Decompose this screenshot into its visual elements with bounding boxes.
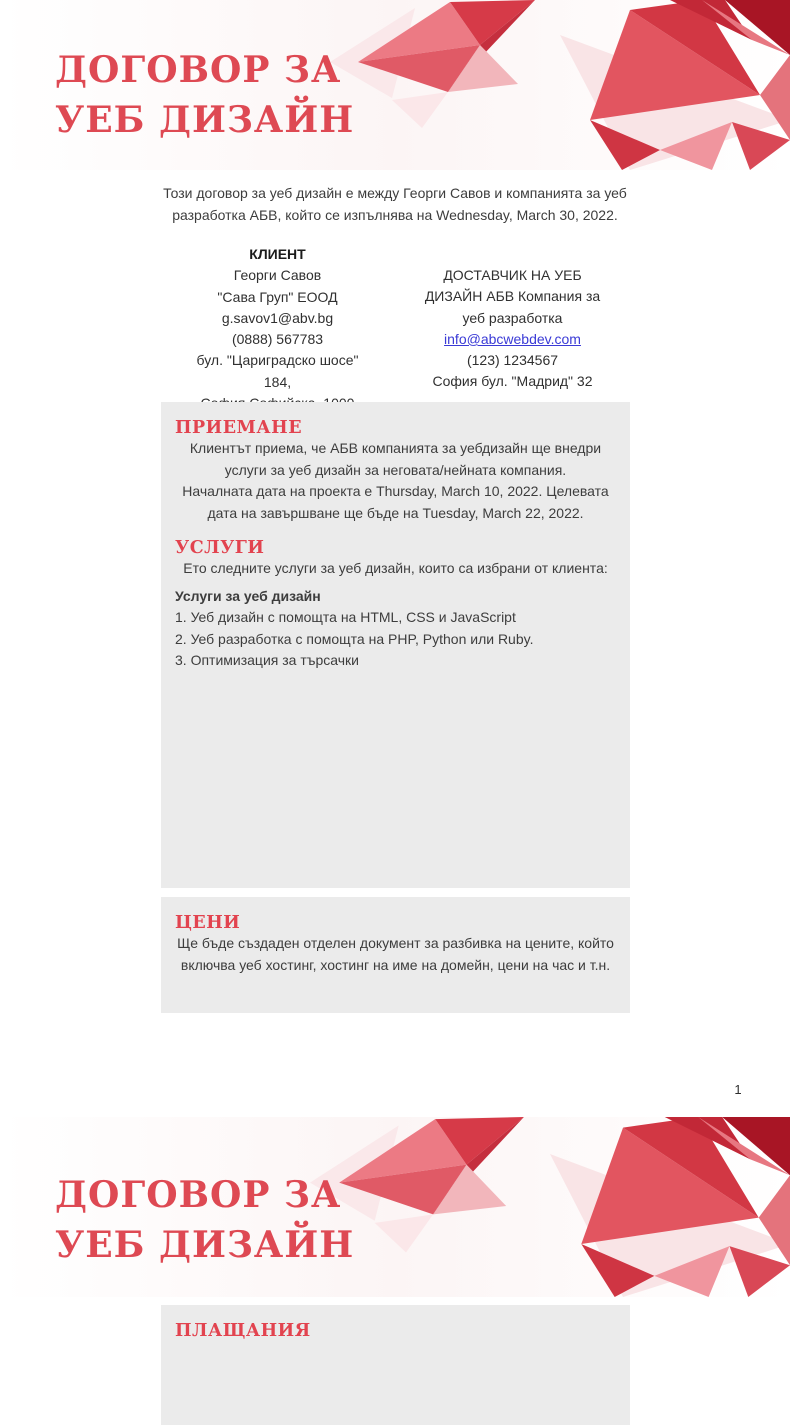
provider-spacer xyxy=(395,244,630,265)
page2-document-title xyxy=(55,1170,354,1270)
prices-heading: ЦЕНИ xyxy=(175,913,241,933)
title-line2: УЕБ ДИЗАЙН xyxy=(55,99,355,141)
provider-email-link[interactable]: info@abcwebdev.com xyxy=(444,330,581,347)
red-polygon-art xyxy=(310,1117,790,1297)
provider-name-line2: ДИЗАЙН АБВ Компания за xyxy=(424,288,601,305)
service-item-3: 3. Оптимизация за търсачки xyxy=(175,652,359,668)
prices-paragraph: Ще бъде създаден отделен документ за разбивка на цените, който включва уеб хостинг, хостинг на име на домейн, цени на час и т.н. xyxy=(177,935,614,973)
services-intro: Ето следните услуги за уеб дизайн, които са избрани от клиента: xyxy=(183,560,608,576)
services-list-title: Услуги за уеб дизайн xyxy=(175,587,321,604)
page1-document-title xyxy=(55,45,354,145)
client-address-line2: 184, xyxy=(263,373,292,390)
services-heading: УСЛУГИ xyxy=(175,538,265,558)
client-heading: КЛИЕНТ xyxy=(249,246,306,262)
provider-name-line1: ДОСТАВЧИК НА УЕБ xyxy=(443,267,582,283)
service-item-1: 1. Уеб дизайн с помощта на HTML, CSS и JavaScript xyxy=(175,609,516,625)
parties-columns xyxy=(160,244,630,395)
contract-intro-paragraph: Този договор за уеб дизайн е между Георги Савов и компанията за уеб разработка АБВ, който се изпълнява на Wednesday, March 30, 2022. xyxy=(163,185,627,223)
client-email: g.savov1@abv.bg xyxy=(221,309,334,326)
title-line1: ДОГОВОР ЗА xyxy=(55,49,342,91)
acceptance-paragraph-1: Клиентът приема, че АБВ компанията за уебдизайн ще внедри услуги за уеб дизайн за неговата/нейната компания. xyxy=(189,440,602,478)
provider-address: София бул. "Мадрид" 32 xyxy=(432,373,593,390)
payments-heading: ПЛАЩАНИЯ xyxy=(175,1321,311,1341)
provider-column xyxy=(395,244,630,395)
title-line1: ДОГОВОР ЗА xyxy=(55,1174,342,1216)
title-line2: УЕБ ДИЗАЙН xyxy=(55,1224,355,1266)
acceptance-paragraph-2: Началната дата на проекта е Thursday, March 10, 2022. Целевата дата на завършване ще бъде на Tuesday, March 22, 2022. xyxy=(182,483,609,521)
client-column xyxy=(160,244,395,395)
red-polygon-art xyxy=(330,0,790,170)
client-name: Георги Савов xyxy=(233,267,322,284)
acceptance-services-section xyxy=(161,402,630,888)
page-number: 1 xyxy=(734,1082,742,1097)
service-item-2: 2. Уеб разработка с помощта на PHP, Python или Ruby. xyxy=(175,630,534,647)
payments-section xyxy=(161,1305,630,1425)
client-phone: (0888) 567783 xyxy=(231,331,324,348)
client-company: "Сава Груп" ЕООД xyxy=(217,288,338,305)
client-address-line1: бул. "Цариградско шосе" xyxy=(196,352,359,369)
provider-phone: (123) 1234567 xyxy=(466,352,559,369)
prices-section xyxy=(161,897,630,1013)
provider-name-line3: уеб разработка xyxy=(462,309,563,326)
acceptance-heading: ПРИЕМАНЕ xyxy=(175,418,303,438)
